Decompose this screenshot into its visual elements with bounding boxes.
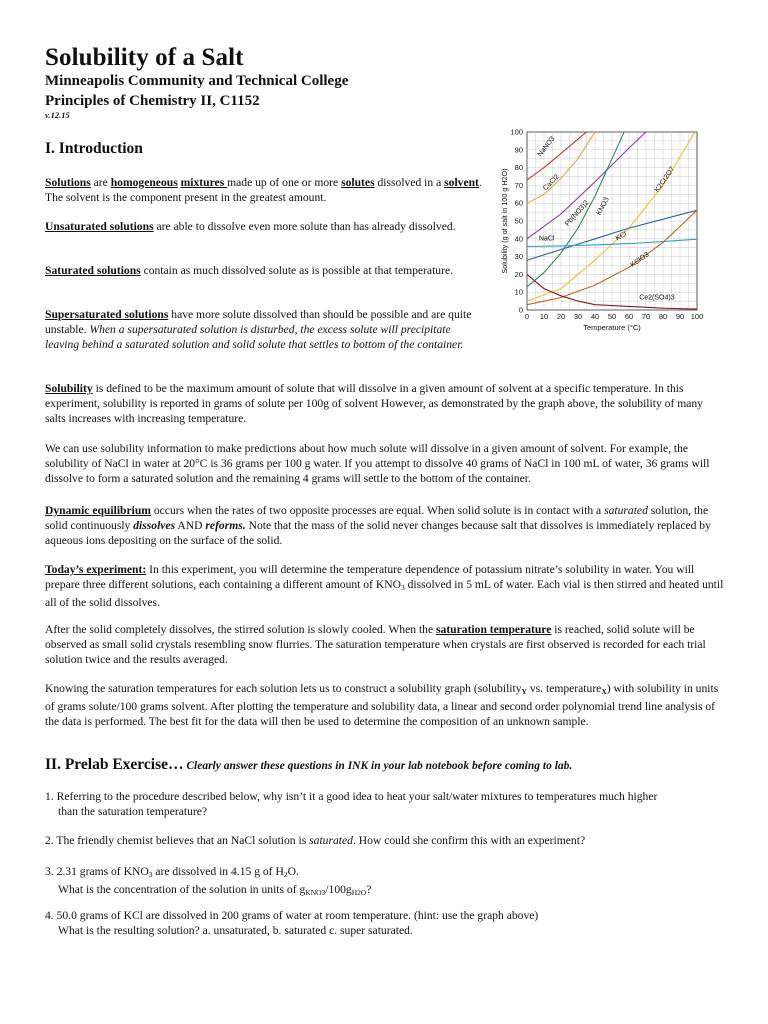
- subscript: KNO3: [305, 888, 326, 898]
- series-label: NaNO3: [536, 135, 557, 159]
- x-tick-label: 40: [590, 312, 600, 321]
- subscript: 3: [148, 870, 153, 879]
- text: contain as much dissolved solute as is possible at that temperature.: [140, 264, 453, 277]
- intro-paragraph-solutions: [45, 175, 485, 205]
- paragraph-nacl-example: We can use solubility information to make predictions about how much solute will dissolve in a given amount of solvent. For example, the solubility of NaCl in water at 20°C is 36 grams per 100 g water. If you attempt to dissolve 40 grams of NaCl in 100 mL of water, 36 grams will dissolve to form a saturated solution and the remaining 4 grams will settle to the bottom of the container.: [45, 442, 710, 486]
- y-tick-label: 90: [514, 145, 523, 155]
- prelab-title: II. Prelab Exercise…: [45, 756, 184, 773]
- x-tick-label: 100: [690, 312, 704, 321]
- subscript: 2: [283, 870, 288, 879]
- term-todays-experiment: Today’s experiment:: [45, 563, 147, 576]
- paragraph-solubility: [45, 381, 725, 427]
- term-dynamic-equilibrium: Dynamic equilibrium: [45, 504, 151, 517]
- paragraph-dynamic-equilibrium: [45, 503, 725, 549]
- series-label: NaCl: [538, 235, 555, 243]
- y-tick-label: 20: [514, 269, 523, 279]
- series-label: Ce2(SO4)3: [639, 294, 675, 302]
- document-title: Solubility of a Salt: [45, 44, 244, 71]
- italic-note: When a supersaturated solution is disturbed, the excess solute will precipitate leaving behind a saturated solution and solid solute that settles to bottom of the container.: [45, 323, 464, 352]
- text: . The solvent is the component present in the greatest amount.: [45, 176, 482, 205]
- paragraph-cooling: [45, 622, 725, 668]
- x-tick-label: 70: [641, 312, 651, 321]
- text: 3. 2.31 grams of KNO: [45, 865, 149, 878]
- intro-paragraph-saturated: [45, 263, 485, 278]
- subscript: 3: [400, 583, 405, 593]
- text: than the saturation temperature?: [58, 805, 208, 819]
- series-label: KNO3: [595, 196, 611, 217]
- term-homogeneous: homogeneous: [110, 176, 178, 189]
- prelab-heading: [45, 756, 572, 774]
- term-solutes: solutes: [341, 176, 375, 189]
- y-tick-label: 30: [514, 252, 523, 262]
- text: dissolved in 5 mL of water. Each vial is then stirred and heated until all of the solid dissolves.: [45, 578, 724, 610]
- subscript: H2O: [351, 888, 367, 898]
- term-solubility: Solubility: [45, 382, 93, 395]
- x-tick-label: 80: [658, 312, 668, 321]
- text: After the solid completely dissolves, the stirred solution is slowly cooled. When the: [45, 623, 437, 636]
- term-solutions: Solutions: [45, 176, 91, 189]
- text: solution, the solid continuously: [45, 504, 709, 533]
- text: What is the concentration of the solution in units of g: [58, 883, 306, 897]
- term-saturation-temperature: saturation temperature: [436, 623, 552, 636]
- series-label: KClO3: [629, 251, 651, 269]
- y-tick-label: 60: [514, 198, 523, 208]
- text: ) with solubility in units of grams solute/100 grams solvent. After plotting the temperature and solubility data, a linear and second order polynomial trend line analysis of the data is performed. The best fit for the data will then be used to determine the composition of an unknown sample.: [45, 682, 719, 729]
- text: is reached, solid solute will be observed as small solid crystals resembling snow flurries. The saturation temperature when crystals are first observed is recorded for each trial solution twice and the results averaged.: [45, 623, 706, 667]
- text: AND: [175, 519, 206, 533]
- text: ?: [366, 883, 372, 897]
- course-name: Principles of Chemistry II, C1152: [45, 93, 260, 109]
- subscript: X: [601, 687, 607, 696]
- text: 4. 50.0 grams of KCl are dissolved in 200 grams of water at room temperature. (hint: use the graph above): [45, 909, 539, 922]
- y-tick-label: 80: [514, 163, 523, 173]
- x-tick-label: 50: [607, 312, 617, 321]
- version-label: v.12.15: [45, 110, 70, 120]
- term-unsaturated: Unsaturated solutions: [45, 220, 154, 233]
- question-4: [45, 908, 725, 938]
- x-tick-label: 20: [556, 312, 566, 321]
- text: O.: [287, 865, 299, 878]
- text: have more solute dissolved than should be possible and are quite unstable.: [45, 308, 472, 337]
- subscript: Y: [521, 687, 527, 696]
- prelab-note: Clearly answer these questions in INK in your lab notebook before coming to lab.: [183, 760, 573, 772]
- italic-saturated: saturated: [604, 504, 648, 517]
- emphasis-dissolves: dissolves: [133, 519, 176, 533]
- paragraph-todays-experiment: [45, 562, 725, 611]
- text: Knowing the saturation temperatures for each solution lets us to construct a solubility graph (solubility: [45, 682, 522, 695]
- intro-paragraph-supersaturated: [45, 307, 485, 353]
- x-axis-label: Temperature (°C): [583, 323, 641, 332]
- text: 2. The friendly chemist believes that an NaCl solution is: [45, 834, 310, 847]
- term-supersaturated: Supersaturated solutions: [45, 308, 169, 321]
- paragraph-solubility-graph: [45, 681, 725, 730]
- text: /100g: [325, 883, 352, 897]
- x-tick-label: 30: [573, 312, 583, 321]
- y-tick-label: 0: [518, 305, 523, 315]
- italic-saturated: saturated: [309, 834, 353, 847]
- text: are able to dissolve even more solute than has already dissolved.: [153, 220, 456, 233]
- term-mixtures: mixtures: [180, 176, 228, 189]
- question-3: [45, 864, 725, 900]
- question-2: [45, 833, 725, 848]
- text: dissolved in a: [374, 176, 445, 189]
- series-label: KCl: [614, 230, 628, 243]
- y-tick-label: 100: [510, 127, 523, 137]
- text: are dissolved in 4.15 g of H: [152, 865, 284, 878]
- series-label: K2Cr2O7: [653, 165, 677, 194]
- text: vs. temperature: [526, 682, 602, 695]
- x-tick-label: 0: [524, 312, 530, 321]
- text: . How could she confirm this with an experiment?: [352, 834, 586, 847]
- y-tick-label: 50: [514, 216, 523, 226]
- text: In this experiment, you will determine the temperature dependence of potassium nitrate’s solubility in water. You will prepare three different solutions, each containing a different amount of KNO: [45, 563, 695, 592]
- text: is defined to be the maximum amount of solute that will dissolve in a given amount of solvent at a specific temperature. In this experiment, solubility is reported in grams of solute per 100g of solvent However, as demonstrated by the graph above, the solubility of many salts increases with increasing temperature.: [45, 382, 703, 426]
- text: occurs when the rates of two opposite processes are equal. When solid solute is in contact with a: [150, 504, 605, 517]
- x-tick-label: 60: [624, 312, 634, 321]
- intro-paragraph-unsaturated: [45, 219, 485, 234]
- solubility-chart: [495, 124, 725, 339]
- x-tick-label: 90: [675, 312, 685, 321]
- series-label: Pb(NO3)2: [564, 199, 591, 228]
- y-tick-label: 70: [514, 180, 523, 190]
- series-label: CaCl2: [542, 173, 561, 193]
- text: 1. Referring to the procedure described below, why isn’t it a good idea to heat your salt/water mixtures to temperatures much higher: [45, 790, 658, 803]
- intro-heading: I. Introduction: [45, 140, 143, 157]
- term-saturated: Saturated solutions: [45, 264, 141, 277]
- text: made up of one or more: [227, 176, 342, 189]
- y-tick-label: 10: [514, 287, 523, 297]
- term-solvent: solvent: [444, 176, 479, 189]
- y-tick-label: 40: [514, 234, 523, 244]
- text: Note that the mass of the solid never changes because salt that dissolves is immediately replaced by aqueous ions depositing on the surface of the solid.: [45, 519, 711, 548]
- college-name: Minneapolis Community and Technical College: [45, 73, 349, 89]
- y-axis-label: Solubility (g of salt in 100 g H2O): [500, 168, 509, 274]
- x-tick-label: 10: [539, 312, 549, 321]
- question-3-line-2: [45, 882, 725, 900]
- text: are: [90, 176, 111, 189]
- emphasis-reforms: reforms.: [205, 519, 246, 533]
- text: What is the resulting solution? a. unsaturated, b. saturated c. super saturated.: [58, 924, 413, 938]
- question-1: [45, 789, 725, 819]
